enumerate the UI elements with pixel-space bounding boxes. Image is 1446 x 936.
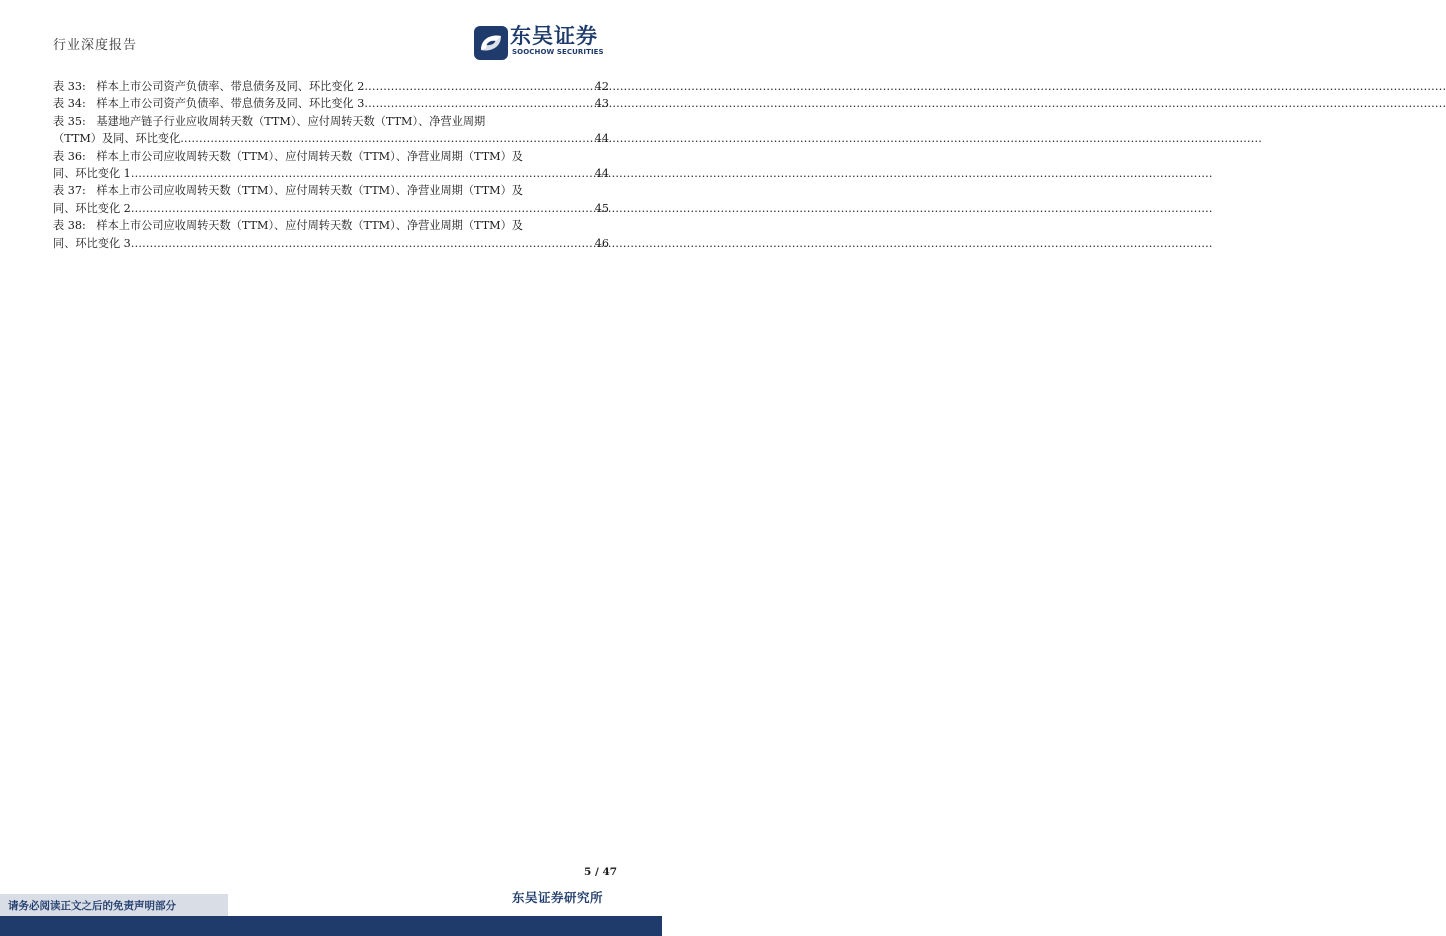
toc-entry[interactable] [53,148,609,183]
toc-page-number: 44 [594,132,609,146]
leader-dots [131,235,594,252]
table-of-contents [53,78,609,252]
toc-label: 表 38: [53,219,86,233]
toc-label: 表 36: [53,149,86,163]
toc-title-continued: 同、环比变化 1 [53,167,131,181]
toc-title-continued: 同、环比变化 3 [53,236,131,250]
leader-dots [131,165,594,182]
toc-title-continued: 同、环比变化 2 [53,201,131,215]
toc-title: 基建地产链子行业应收周转天数（TTM）、应付周转天数（TTM）、净营业周期 [96,114,486,128]
leader-dots [180,130,593,147]
footer-bar [0,916,662,936]
toc-title: 样本上市公司资产负债率、带息债务及同、环比变化 2 [96,80,365,93]
toc-page-number: 43 [594,97,609,111]
toc-page-number: 46 [594,236,609,250]
leader-dots [131,200,594,217]
toc-title: 样本上市公司资产负债率、带息债务及同、环比变化 3 [96,97,365,111]
toc-title: 样本上市公司应收周转天数（TTM）、应付周转天数（TTM）、净营业周期（TTM）及 [96,184,523,198]
toc-page-number: 45 [594,201,609,215]
leader-dots [364,78,593,95]
leader-dots [364,95,593,112]
logo-english-name: SOOCHOW SECURITIES [512,48,604,56]
toc-page-number: 42 [594,80,609,93]
logo-chinese-name: 东吴证券 [510,24,598,48]
toc-entry[interactable] [53,78,609,95]
toc-entry[interactable] [53,113,609,148]
toc-entry[interactable] [53,217,609,252]
report-type-label: 行业深度报告 [53,38,138,53]
toc-title: 样本上市公司应收周转天数（TTM）、应付周转天数（TTM）、净营业周期（TTM）及 [96,219,523,233]
toc-entry[interactable] [53,95,609,112]
disclaimer-notice: 请务必阅读正文之后的免责声明部分 [8,900,176,912]
toc-title: 样本上市公司应收周转天数（TTM）、应付周转天数（TTM）、净营业周期（TTM）及 [96,149,523,163]
toc-title-continued: （TTM）及同、环比变化 [53,132,181,146]
toc-page-number: 44 [594,167,609,181]
toc-label: 表 33: [53,80,86,93]
toc-entry[interactable] [53,182,609,217]
institute-name: 东吴证券研究所 [512,890,604,905]
disclaimer-box [0,894,228,916]
toc-label: 表 37: [53,184,86,198]
toc-label: 表 34: [53,97,86,111]
page-indicator: 5 / 47 [584,866,618,878]
company-logo [474,24,614,60]
toc-label: 表 35: [53,114,86,128]
logo-mark-icon [474,26,508,60]
